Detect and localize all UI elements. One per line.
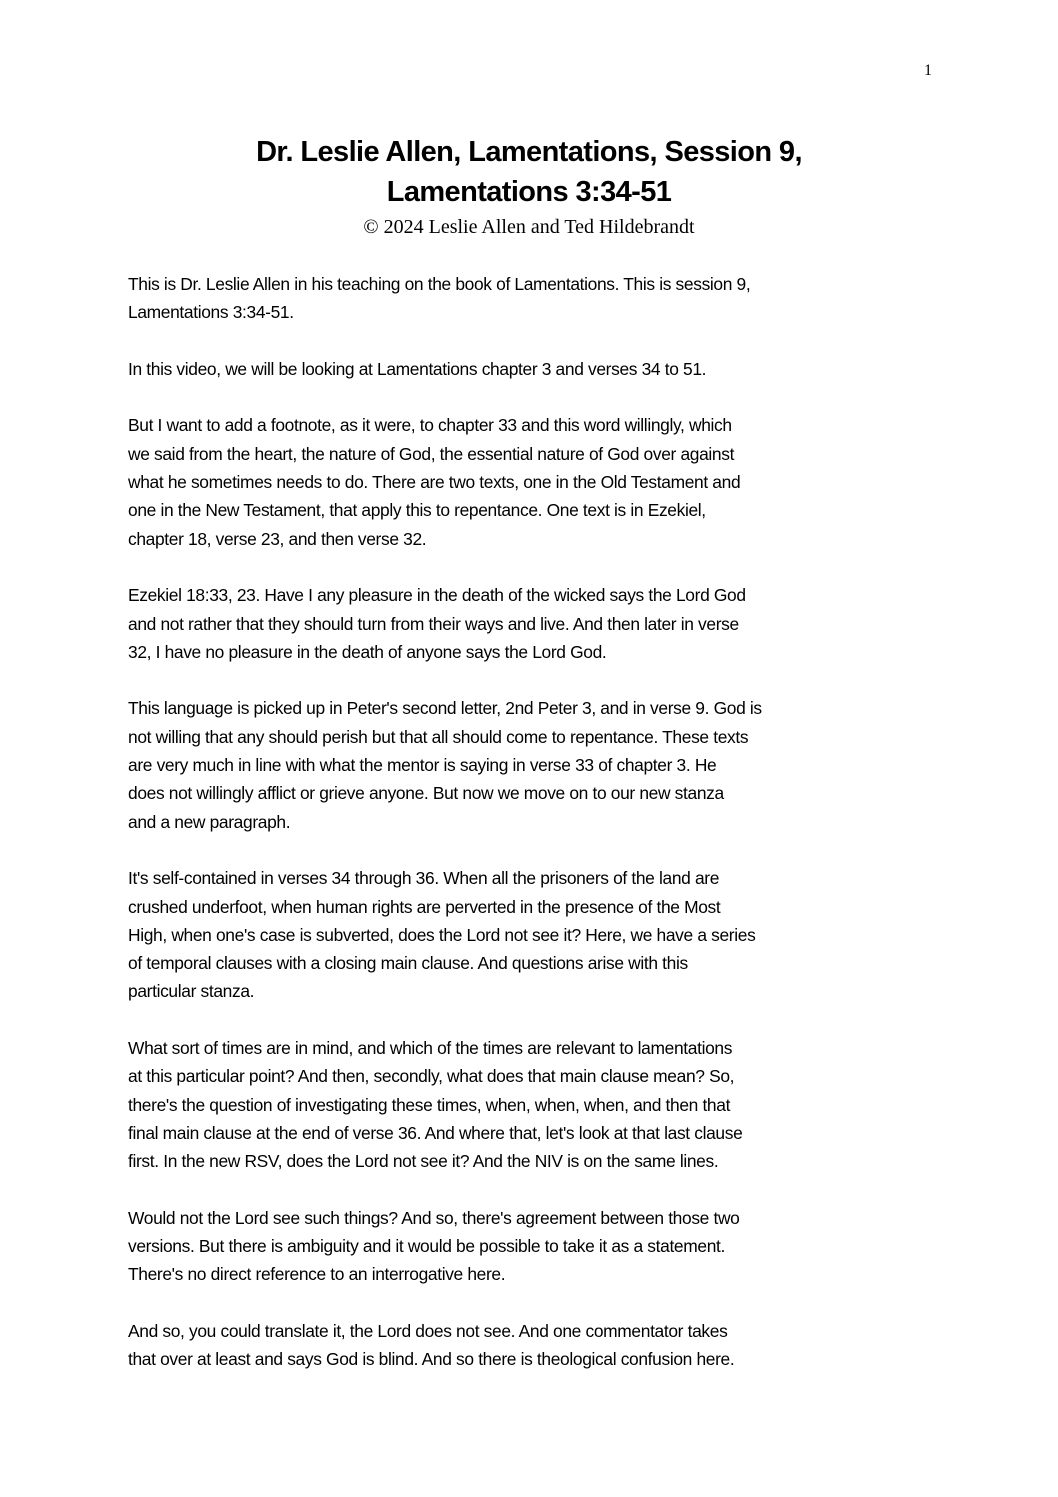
text-line: does not willingly afflict or grieve anyone. But now we move on to our new stanza [128, 783, 724, 804]
text-line: High, when one's case is subverted, does the Lord not see it? Here, we have a series [128, 924, 756, 945]
text-line: There's no direct reference to an interrogative here. [128, 1264, 506, 1285]
paragraph [128, 1034, 928, 1175]
text-line: This language is picked up in Peter's second letter, 2nd Peter 3, and in verse 9. God is [128, 698, 762, 719]
text-line: and a new paragraph. [128, 811, 291, 832]
text-line: at this particular point? And then, secondly, what does that main clause mean? So, [128, 1066, 735, 1087]
text-line: In this video, we will be looking at Lamentations chapter 3 and verses 34 to 51. [128, 358, 707, 379]
text-line: It's self-contained in verses 34 through 36. When all the prisoners of the land are [128, 868, 720, 889]
text-line: not willing that any should perish but that all should come to repentance. These texts [128, 726, 749, 747]
text-line: What sort of times are in mind, and which of the times are relevant to lamentations [128, 1038, 733, 1059]
title-line: Dr. Leslie Allen, Lamentations, Session 9, [256, 136, 802, 168]
document-title [0, 132, 1058, 212]
paragraph [128, 355, 928, 383]
paragraph [128, 270, 928, 327]
text-line: Ezekiel 18:33, 23. Have I any pleasure in the death of the wicked says the Lord God [128, 585, 746, 606]
paragraph [128, 411, 928, 552]
text-line: crushed underfoot, when human rights are perverted in the presence of the Most [128, 896, 721, 917]
text-line: that over at least and says God is blind. And so there is theological confusion here. [128, 1349, 735, 1370]
text-line: particular stanza. [128, 981, 255, 1002]
text-line: and not rather that they should turn from their ways and live. And then later in verse [128, 613, 739, 634]
paragraph [128, 1204, 928, 1289]
text-line: final main clause at the end of verse 36. And where that, let's look at that last clause [128, 1122, 743, 1143]
text-line: versions. But there is ambiguity and it would be possible to take it as a statement. [128, 1236, 725, 1257]
text-line: Would not the Lord see such things? And so, there's agreement between those two [128, 1207, 740, 1228]
text-line: are very much in line with what the mentor is saying in verse 33 of chapter 3. He [128, 755, 717, 776]
text-line: what he sometimes needs to do. There are two texts, one in the Old Testament and [128, 472, 741, 493]
text-line: first. In the new RSV, does the Lord not see it? And the NIV is on the same lines. [128, 1151, 719, 1172]
document-body [128, 270, 928, 1402]
paragraph [128, 864, 928, 1005]
text-line: there's the question of investigating these times, when, when, when, and then that [128, 1094, 731, 1115]
text-line: chapter 18, verse 23, and then verse 32. [128, 528, 427, 549]
title-line: Lamentations 3:34-51 [386, 176, 672, 208]
text-line: we said from the heart, the nature of God, the essential nature of God over against [128, 443, 735, 464]
paragraph [128, 694, 928, 835]
paragraph [128, 581, 928, 666]
text-line: Lamentations 3:34-51. [128, 302, 294, 323]
text-line: But I want to add a footnote, as it were, to chapter 33 and this word willingly, which [128, 415, 732, 436]
paragraph [128, 1317, 928, 1374]
text-line: one in the New Testament, that apply this to repentance. One text is in Ezekiel, [128, 500, 706, 521]
text-line: of temporal clauses with a closing main clause. And questions arise with this [128, 953, 688, 974]
copyright-line: © 2024 Leslie Allen and Ted Hildebrandt [363, 216, 695, 238]
page-number: 1 [924, 62, 932, 79]
text-line: And so, you could translate it, the Lord does not see. And one commentator takes [128, 1320, 728, 1341]
text-line: 32, I have no pleasure in the death of anyone says the Lord God. [128, 641, 607, 662]
text-line: This is Dr. Leslie Allen in his teaching on the book of Lamentations. This is session 9, [128, 274, 751, 294]
